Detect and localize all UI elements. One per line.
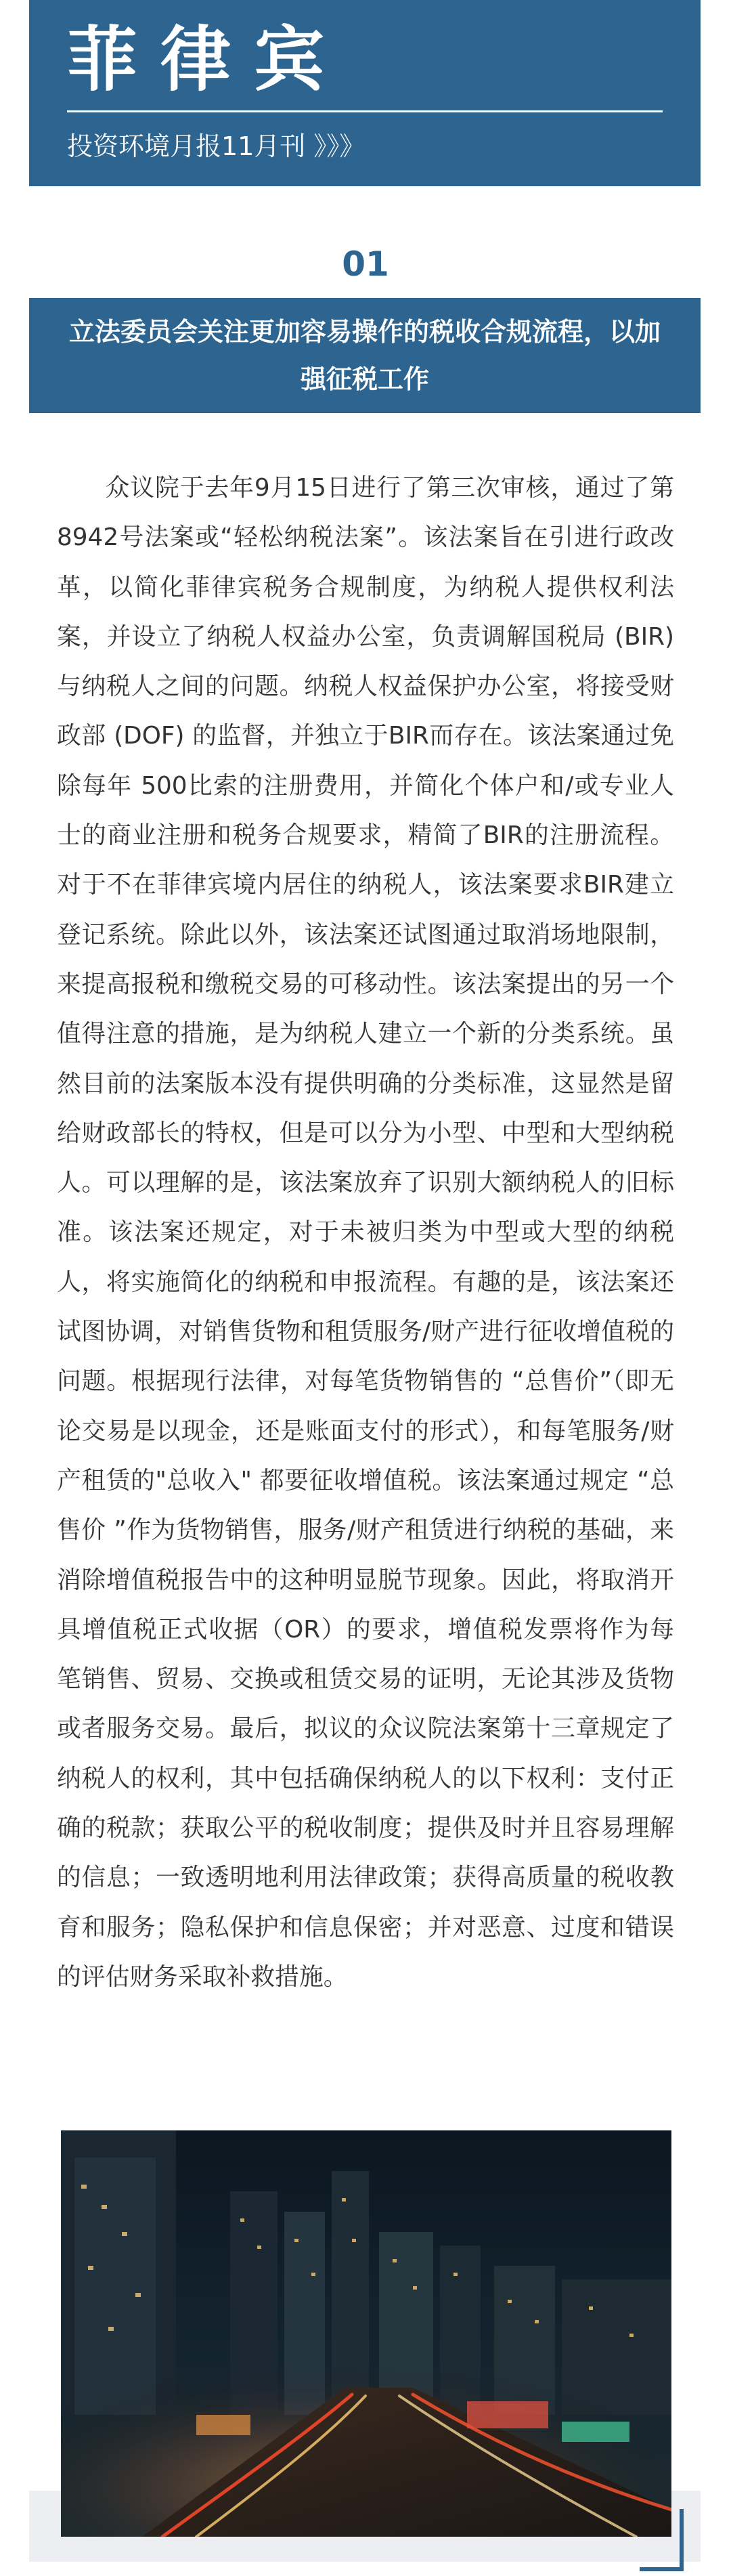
page-title: 菲律宾 (67, 18, 348, 101)
photo-corner-accent (680, 2509, 684, 2571)
section-title-banner (29, 298, 701, 413)
photo-corner-accent-bottom (640, 2567, 684, 2571)
header-divider (67, 110, 663, 112)
city-night-photo (61, 2130, 671, 2537)
issue-subtitle: 投资环境月报11月刊 》》》 (67, 131, 366, 161)
section-title: 立法委员会关注更加容易操作的税收合规流程，以加强征税工作 (68, 317, 661, 394)
article-body: 众议院于去年9月15日进行了第三次审核，通过了第 8942号法案或“轻松纳税法案”。该法案旨在引进行政改革，以简化菲律宾税务合规制度，为纳税人提供权利法案，并设立了纳税人权益办公室，负责调解国税局 (BIR) 与纳税人之间的问题。纳税人权益保护办公室，将接受财政部 (DOF) 的监督，并独立于BIR而存在。该法案通过免除每年 500比索的注册费用，并简化个体户和/或专业人士的商业注册和税务合规要求，精简了BIR的注册流程。对于不在菲律宾境内居住的纳税人，该法案要求BIR建立登记系统。除此以外，该法案还试图通过取消场地限制，来提高报税和缴税交易的可移动性。该法案提出的另一个值得注意的措施，是为纳税人建立一个新的分类系统。虽然目前的法案版本没有提供明确的分类标准，这显然是留给财政部长的特权，但是可以分为小型、中型和大型纳税人。可以理解的是，该法案放弃了识别大额纳税人的旧标准。该法案还规定，对于未被归类为中型或大型的纳税人，将实施简化的纳税和申报流程。有趣的是，该法案还试图协调，对销售货物和租赁服务/财产进行征收增值税的问题。根据现行法律，对每笔货物销售的 “总售价”（即无论交易是以现金，还是账面支付的形式），和每笔服务/财产租赁的"总收入" 都要征收增值税。该法案通过规定 “总售价 ”作为货物销售，服务/财产租赁进行纳税的基础，来消除增值税报告中的这种明显脱节现象。因此，将取消开具增值税正式收据（OR）的要求，增值税发票将作为每笔销售、贸易、交换或租赁交易的证明，无论其涉及货物或者服务交易。最后，拟议的众议院法案第十三章规定了纳税人的权利，其中包括确保纳税人的以下权利：支付正确的税款；获取公平的税收制度；提供及时并且容易理解的信息；一致透明地利用法律政策；获得高质量的税收教育和服务；隐私保护和信息保密；并对恶意、过度和错误的评估财务采取补救措施。 (57, 474, 674, 1991)
header-banner (29, 0, 701, 186)
section-number: 01 (342, 244, 389, 284)
